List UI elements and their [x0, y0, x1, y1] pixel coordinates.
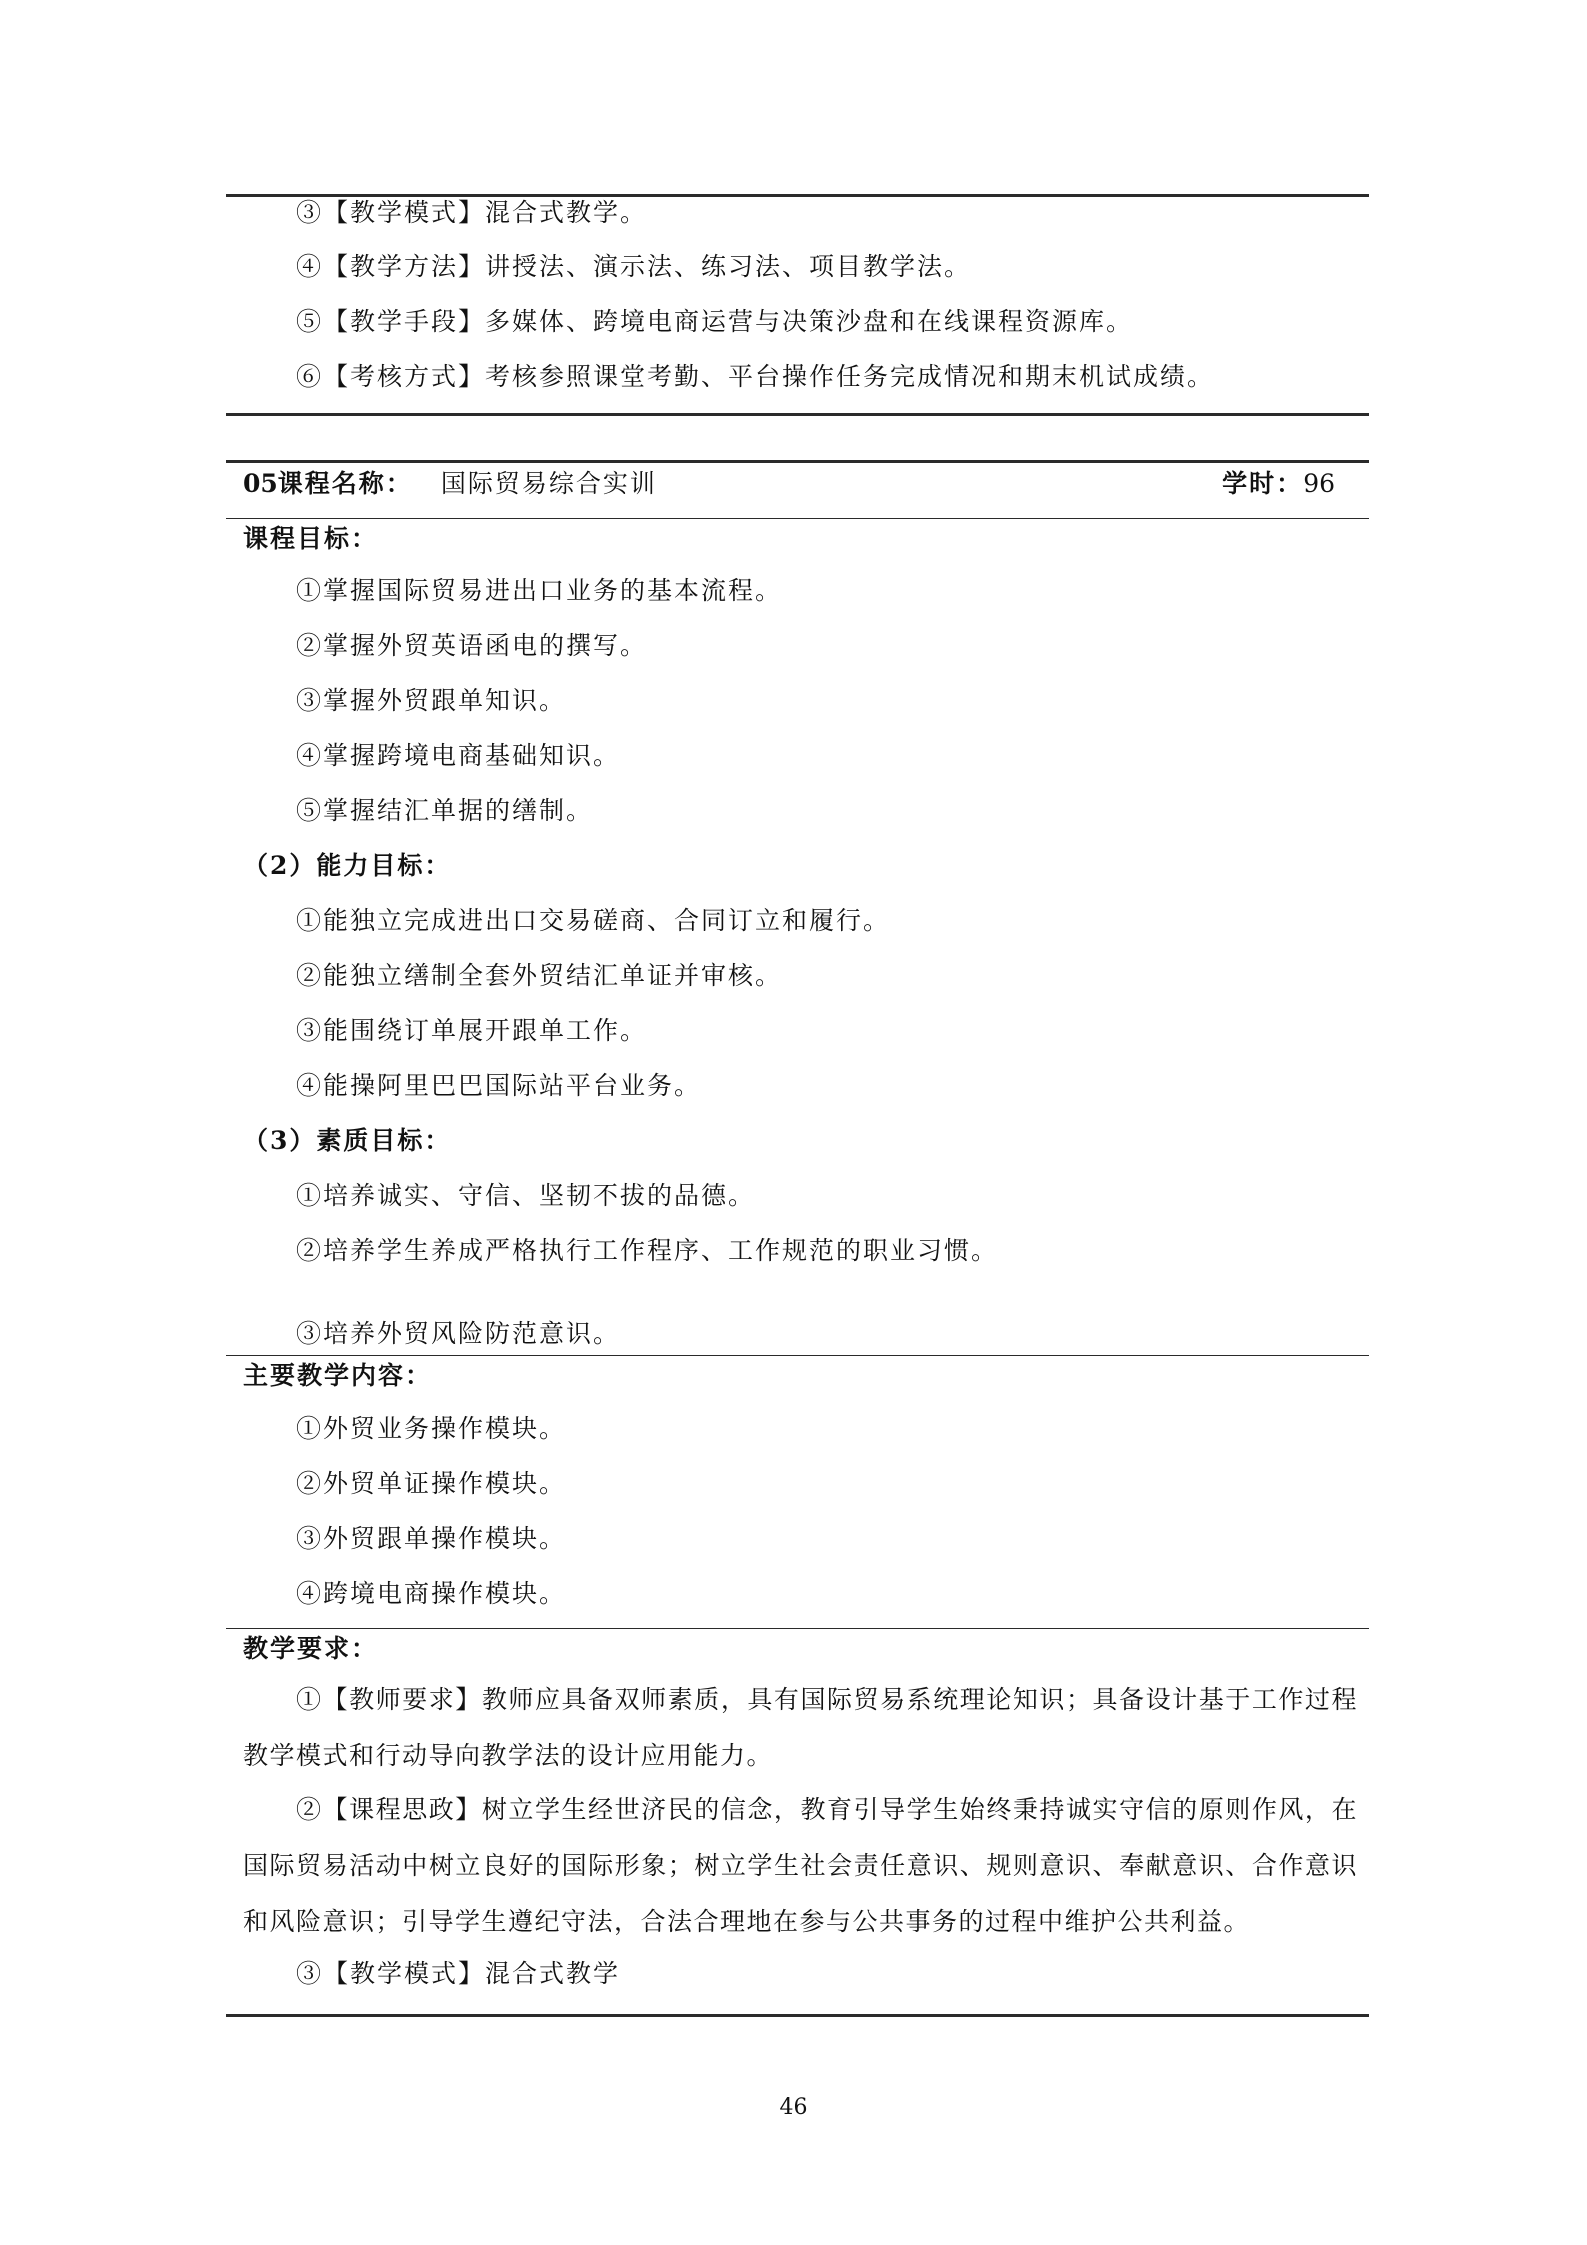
ideology-paragraph: ②【课程思政】树立学生经世济民的信念，教育引导学生始终秉持诚实守信的原则作风，在国际贸易活动中树立良好的国际形象；树立学生社会责任意识、规则意识、奉献意识、合作意识和风险意识；引导学生遵纪守法，合法合理地在参与公共事务的过程中维护公共利益。	[243, 1795, 1358, 1936]
course-header-row	[243, 466, 1343, 502]
ability-title: （2）能力目标：	[243, 851, 452, 880]
course-top-rule	[226, 460, 1369, 463]
content-item: ④跨境电商操作模块。	[296, 1579, 567, 1608]
assessment-item: ⑥【考核方式】考核参照课堂考勤、平台操作任务完成情况和期末机试成绩。	[296, 362, 1215, 391]
ability-item: ①能独立完成进出口交易磋商、合同订立和履行。	[296, 906, 891, 935]
knowledge-item: ①掌握国际贸易进出口业务的基本流程。	[296, 576, 783, 605]
course-number: 05	[243, 469, 278, 498]
content-item: ①外贸业务操作模块。	[296, 1414, 567, 1443]
teaching-means-item: ⑤【教学手段】多媒体、跨境电商运营与决策沙盘和在线课程资源库。	[296, 307, 1134, 336]
ability-item: ④能操阿里巴巴国际站平台业务。	[296, 1071, 702, 1100]
knowledge-item: ②掌握外贸英语函电的撰写。	[296, 631, 648, 660]
course-name: 国际贸易综合实训	[440, 469, 657, 498]
quality-title: （3）素质目标：	[243, 1126, 452, 1155]
teaching-mode-item: ③【教学模式】混合式教学。	[296, 198, 648, 227]
hours-value: 96	[1303, 469, 1335, 498]
ability-item: ②能独立缮制全套外贸结汇单证并审核。	[296, 961, 783, 990]
bottom-rule	[226, 2014, 1369, 2017]
page-number: 46	[779, 2095, 808, 2120]
course-hours	[1222, 466, 1335, 502]
quality-item: ①培养诚实、守信、坚韧不拔的品德。	[296, 1181, 756, 1210]
content-item: ②外贸单证操作模块。	[296, 1469, 567, 1498]
objectives-title: 课程目标：	[243, 524, 379, 553]
course-name-label: 课程名称：	[277, 469, 413, 498]
objectives-divider	[226, 1355, 1369, 1356]
teaching-mode-item-2: ③【教学模式】混合式教学	[296, 1959, 621, 1988]
content-item: ③外贸跟单操作模块。	[296, 1524, 567, 1553]
teaching-method-item: ④【教学方法】讲授法、演示法、练习法、项目教学法。	[296, 252, 972, 281]
section-end-rule	[226, 413, 1369, 416]
ability-item: ③能围绕订单展开跟单工作。	[296, 1016, 648, 1045]
requirements-title: 教学要求：	[243, 1634, 379, 1663]
hours-label: 学时：	[1222, 469, 1304, 498]
content-divider	[226, 1628, 1369, 1629]
course-header-divider	[226, 518, 1369, 519]
quality-item: ③培养外贸风险防范意识。	[296, 1319, 621, 1348]
knowledge-item: ④掌握跨境电商基础知识。	[296, 741, 621, 770]
content-title: 主要教学内容：	[243, 1361, 433, 1390]
quality-item: ②培养学生养成严格执行工作程序、工作规范的职业习惯。	[296, 1236, 999, 1265]
knowledge-item: ⑤掌握结汇单据的缮制。	[296, 796, 594, 825]
knowledge-item: ③掌握外贸跟单知识。	[296, 686, 567, 715]
teacher-requirement-paragraph: ①【教师要求】教师应具备双师素质，具有国际贸易系统理论知识；具备设计基于工作过程教学模式和行动导向教学法的设计应用能力。	[243, 1685, 1358, 1770]
